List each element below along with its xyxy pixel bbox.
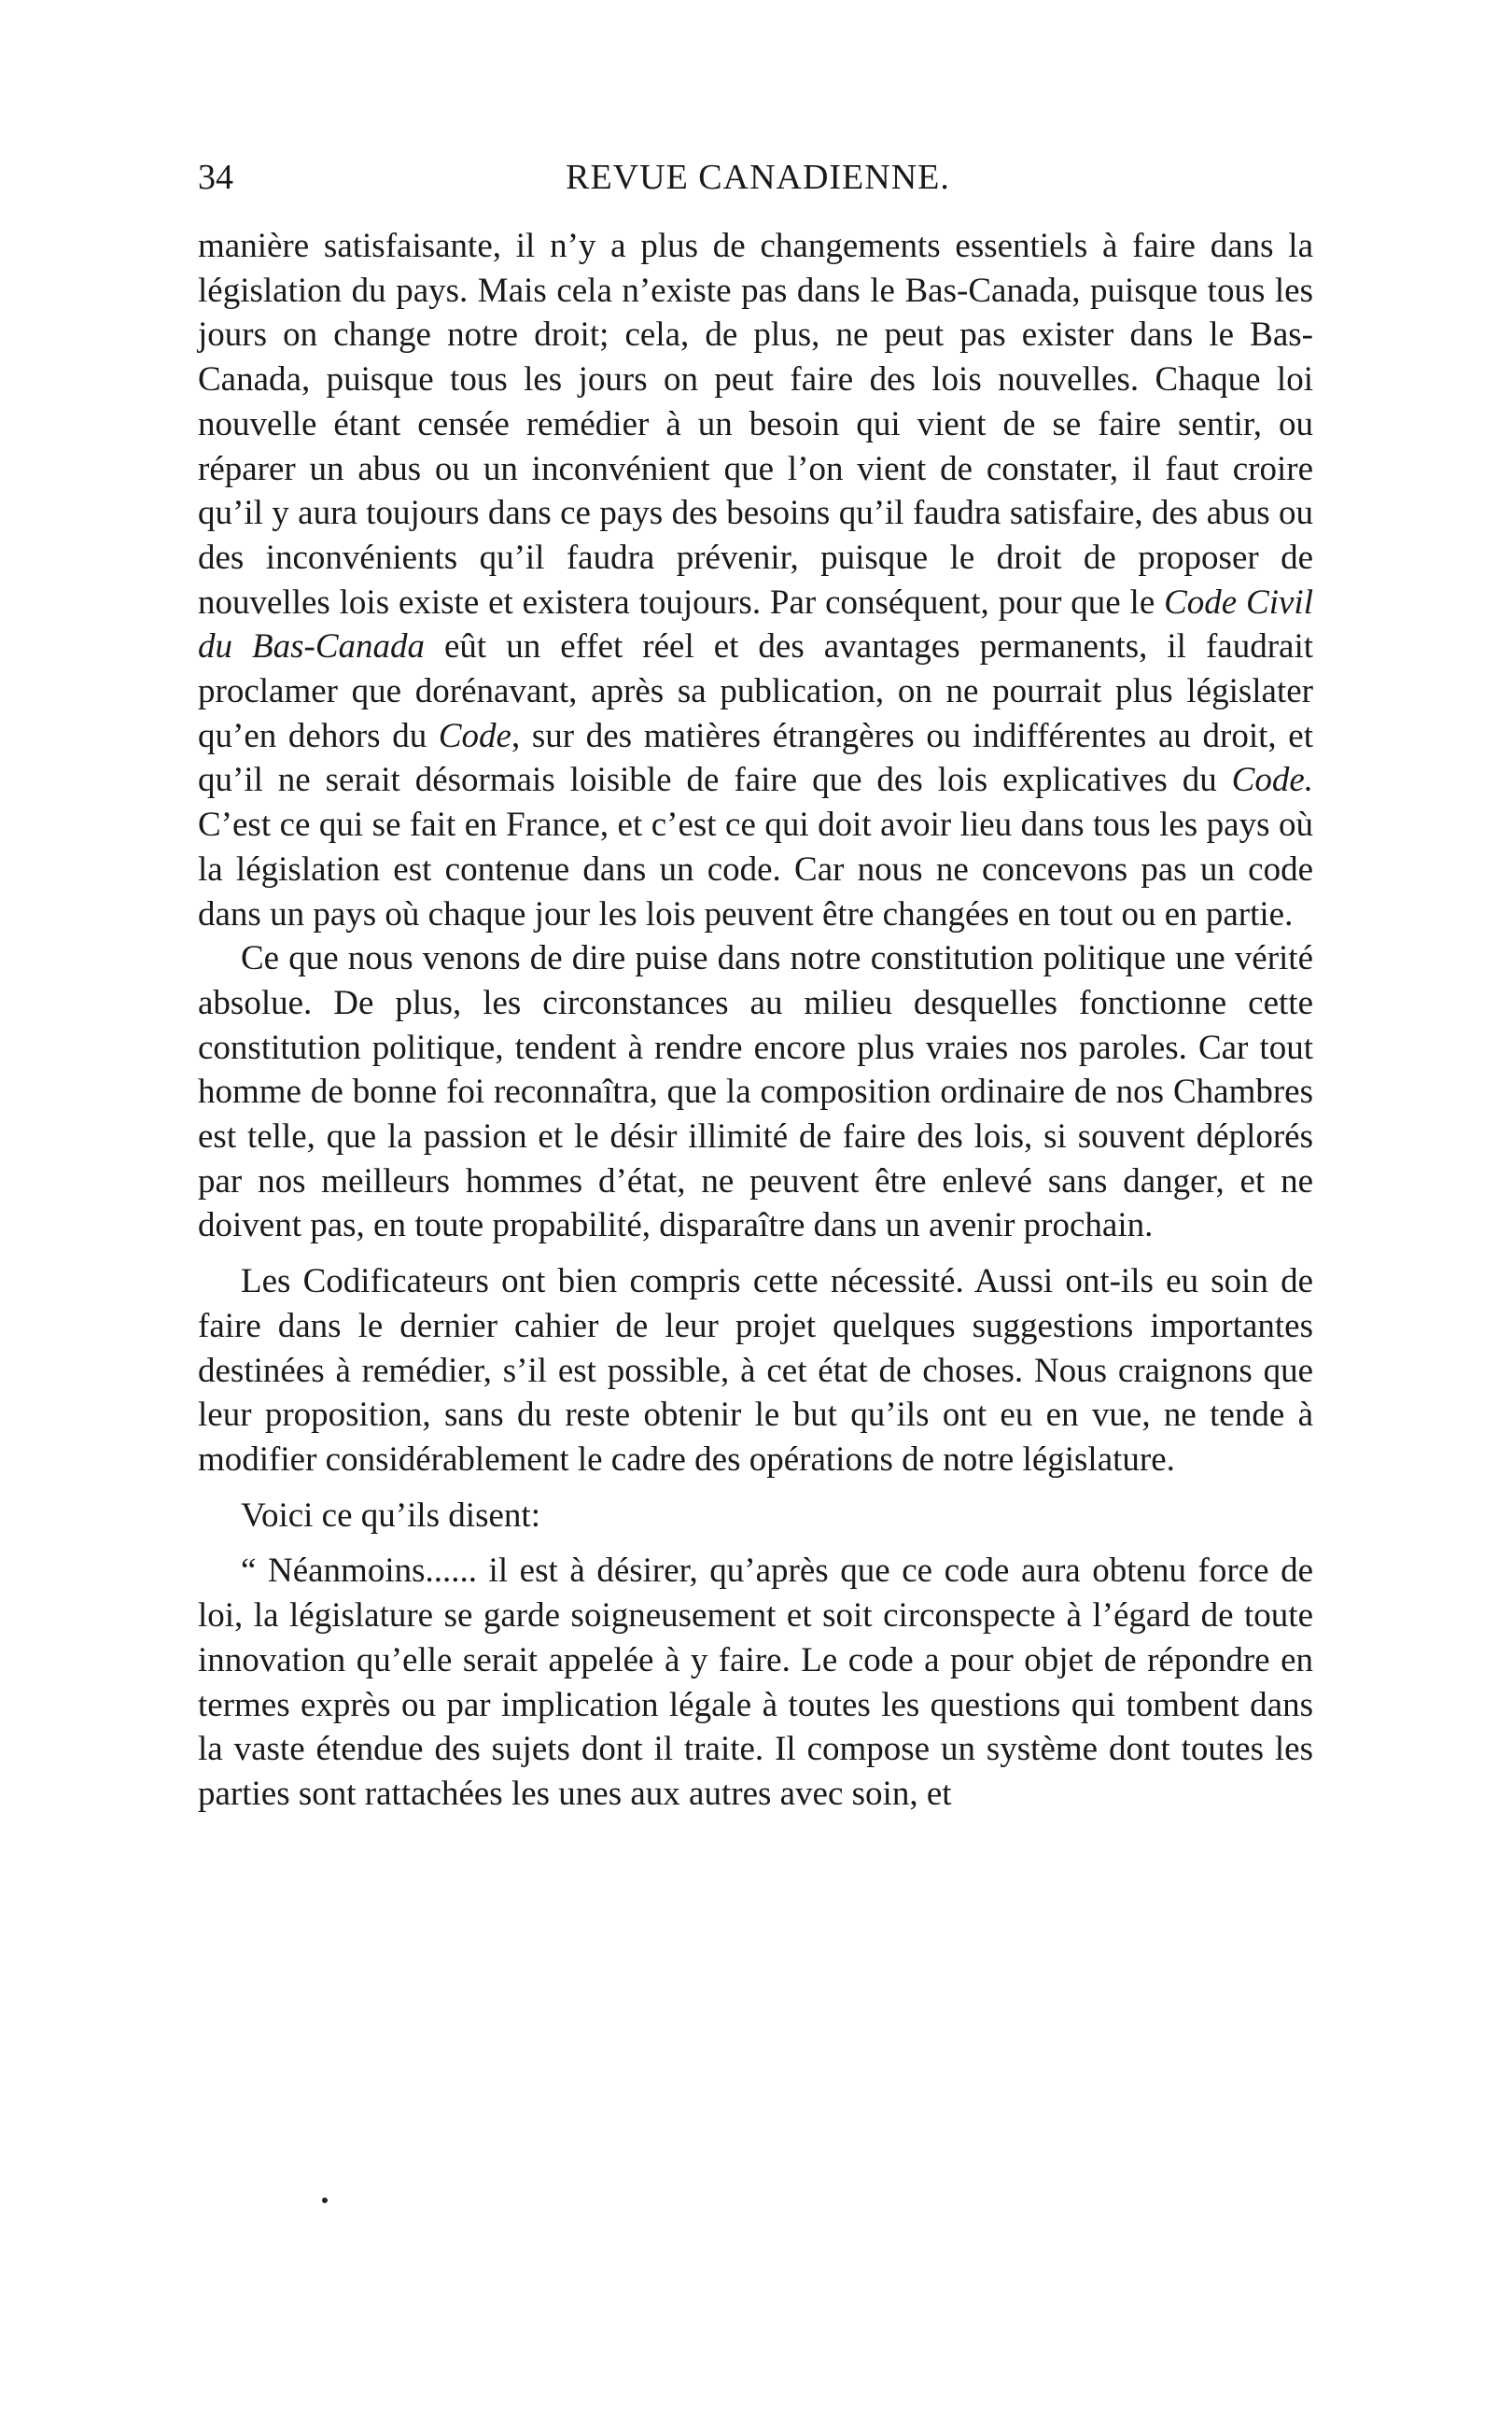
running-head (198, 149, 1318, 205)
paragraph-5 (198, 1549, 1313, 1816)
italic-text: Code. (1231, 761, 1313, 800)
text-run: eût un effet réel et des avantages permanents, il faudrait proclamer que dorénavant, après sa publication, on ne pourrait plus législater qu’en dehors du (198, 627, 1313, 755)
print-speck (322, 2198, 328, 2203)
italic-text: Code (438, 716, 511, 755)
text-run: , sur des matières étrangères ou indifférentes au droit, et qu’il ne serait désormais loisible de faire que des lois explicatives du (198, 716, 1313, 800)
page-number: 34 (198, 158, 233, 197)
italic-text: Code Civil du Bas-Canada (198, 583, 1313, 667)
paragraph-2 (198, 936, 1313, 1248)
text-run: Voici ce qu’ils disent: (241, 1496, 540, 1535)
text-run: “ Néanmoins...... il est à désirer, qu’après que ce code aura obtenu force de loi, la législature se garde soigneusement et soit circonspecte à l’égard de toute innovation qu’elle serait appelée à y faire. Le code a pour objet de répondre en termes exprès ou par implication légale à toutes les questions qui tombent dans la vaste étendue des sujets dont il traite. Il compose un système dont toutes les parties sont rattachées les unes aux autres avec soin, et (198, 1552, 1313, 1813)
journal-title: REVUE CANADIENNE. (566, 158, 950, 197)
text-run: C’est ce qui se fait en France, et c’est ce qui doit avoir lieu dans tous les pays où la législation est contenue dans un code. Car nous ne concevons pas un code dans un pays où chaque jour les lois peuvent être changées en tout ou en partie. (198, 806, 1313, 934)
paragraph-3 (198, 1259, 1313, 1482)
text-run: Ce que nous venons de dire puise dans notre constitution politique une vérité absolue. De plus, les circonstances au milieu desquelles fonctionne cette constitution politique, tendent à rendre encore plus vraies nos paroles. Car tout homme de bonne foi reconnaîtra, que la composition ordinaire de nos Chambres est telle, que la passion et le désir illimité de faire des lois, si souvent déplorés par nos meilleurs hommes d’état, ne peuvent être enlevé sans danger, et ne doivent pas, en toute propabilité, disparaître dans un avenir prochain. (198, 939, 1313, 1245)
body-text (198, 224, 1313, 1817)
text-run: Les Codificateurs ont bien compris cette nécessité. Aussi ont-ils eu soin de faire dans le dernier cahier de leur projet quelques suggestions importantes destinées à remédier, s’il est possible, à cet état de choses. Nous craignons que leur proposition, sans du reste obtenir le but qu’ils ont eu en vue, ne tende à modifier considérablement le cadre des opérations de notre législature. (198, 1262, 1313, 1479)
paragraph-4 (198, 1494, 1313, 1538)
paragraph-1 (198, 224, 1313, 936)
text-run: manière satisfaisante, il n’y a plus de changements essentiels à faire dans la législation du pays. Mais cela n’existe pas dans le Bas-Canada, puisque tous les jours on change notre droit; cela, de plus, ne peut pas exister dans le Bas-Canada, puisque tous les jours on peut faire des lois nouvelles. Chaque loi nouvelle étant censée remédier à un besoin qui vient de se faire sentir, ou réparer un abus ou un inconvénient que l’on vient de constater, il faut croire qu’il y aura toujours dans ce pays des besoins qu’il faudra satisfaire, des abus ou des inconvénients qu’il faudra prévenir, puisque le droit de proposer de nouvelles lois existe et existera toujours. Par conséquent, pour que le (198, 227, 1313, 622)
